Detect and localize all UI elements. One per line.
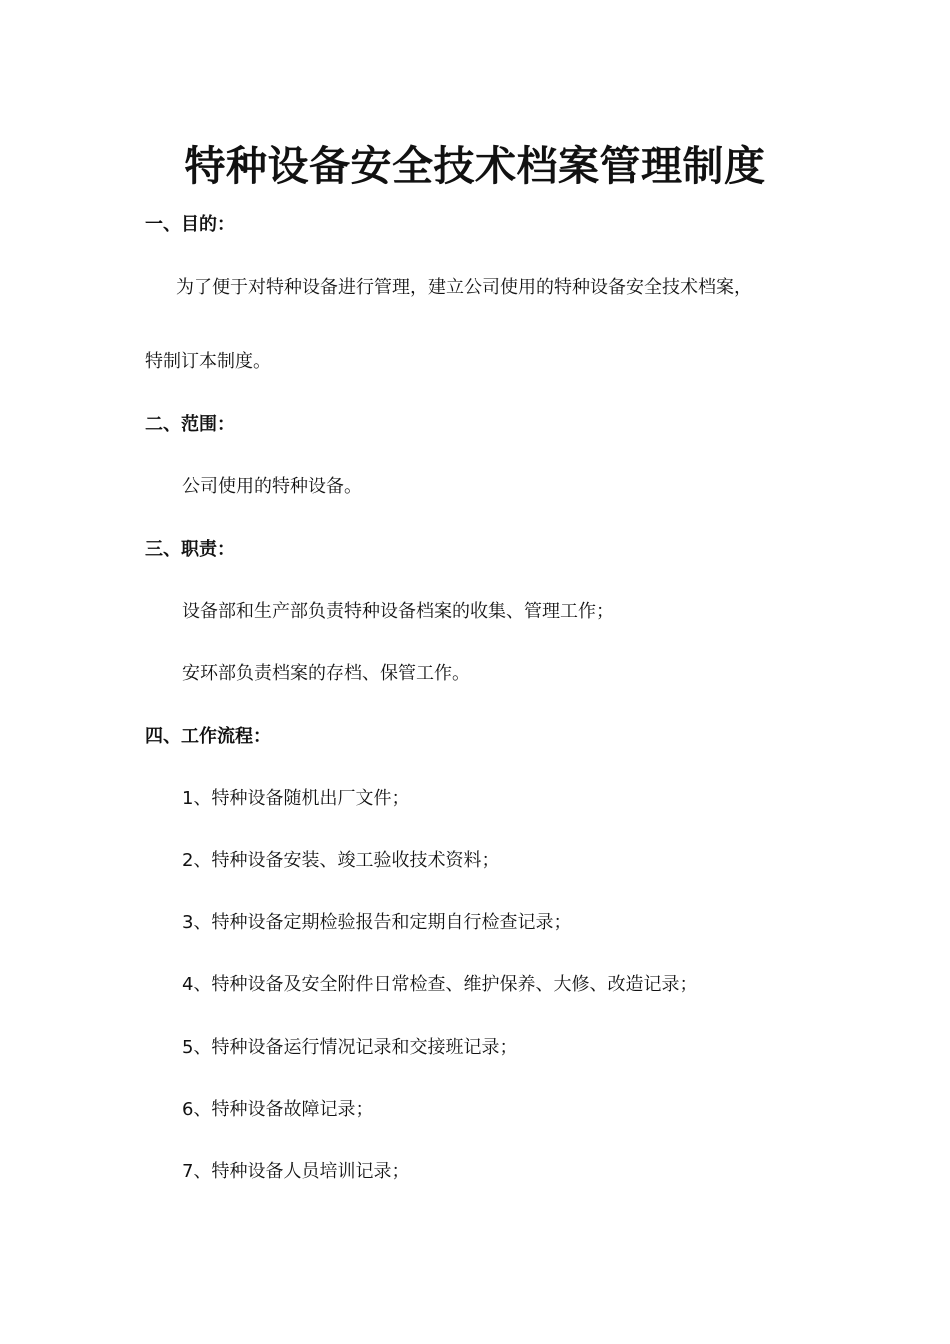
workflow-item: 7、特种设备人员培训记录； [182,1161,410,1182]
workflow-item: 2、特种设备安装、竣工验收技术资料； [182,850,500,871]
document-title: 特种设备安全技术档案管理制度 [184,142,766,190]
section-heading-purpose: 一、目的： [145,214,235,235]
section-heading-duties: 三、职责： [145,539,235,560]
purpose-paragraph-line-1: 为了便于对特种设备进行管理，建立公司使用的特种设备安全技术档案， [176,277,752,298]
workflow-item: 3、特种设备定期检验报告和定期自行检查记录； [182,912,572,933]
scope-text: 公司使用的特种设备。 [182,476,362,497]
purpose-paragraph-line-2: 特制订本制度。 [145,351,271,372]
duties-item: 设备部和生产部负责特种设备档案的收集、管理工作； [182,601,614,622]
duties-item: 安环部负责档案的存档、保管工作。 [182,663,470,684]
workflow-item: 4、特种设备及安全附件日常检查、维护保养、大修、改造记录； [182,974,698,995]
section-heading-scope: 二、范围： [145,414,235,435]
section-heading-workflow: 四、工作流程： [145,726,271,747]
workflow-item: 5、特种设备运行情况记录和交接班记录； [182,1037,518,1058]
workflow-item: 1、特种设备随机出厂文件； [182,788,410,809]
workflow-item: 6、特种设备故障记录； [182,1099,374,1120]
